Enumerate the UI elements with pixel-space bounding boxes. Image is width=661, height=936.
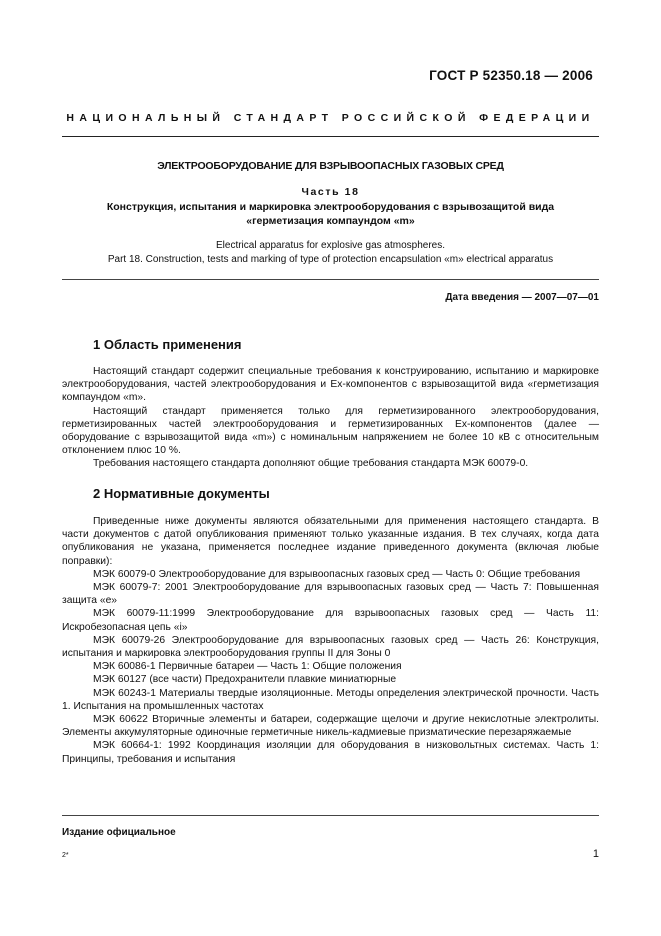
english-title-line: Part 18. Construction, tests and marking of type of protection encapsulation «m» electrical apparatus xyxy=(107,254,554,265)
english-title xyxy=(62,239,599,267)
paragraph: Требования настоящего стандарта дополняют общие требования стандарта МЭК 60079-0. xyxy=(93,458,529,470)
top-divider xyxy=(62,136,599,137)
section-1-body xyxy=(62,365,599,471)
reference-item: МЭК 60086-1 Первичные батареи — Часть 1: Общие положения xyxy=(93,661,402,673)
reference-item: МЭК 60079-11:1999 Электрооборудование для взрывоопасных газовых сред — Часть 11: Искробезопасная цепь «i» xyxy=(62,608,599,633)
reference-item: МЭК 60127 (все части) Предохранители плавкие миниатюрные xyxy=(93,674,397,686)
standard-title: ЭЛЕКТРООБОРУДОВАНИЕ ДЛЯ ВЗРЫВООПАСНЫХ ГАЗОВЫХ СРЕД xyxy=(157,160,504,172)
section-2-heading: 2 Нормативные документы xyxy=(93,486,270,501)
reference-item: МЭК 60079-26 Электрооборудование для взрывоопасных газовых сред — Часть 26: Конструкция, испытания и маркировка электрооборудования группы II для Зоны 0 xyxy=(62,634,599,660)
title-divider xyxy=(62,279,599,280)
official-edition-label: Издание официальное xyxy=(62,827,176,838)
part-title xyxy=(62,200,599,228)
part-title-line: Конструкция, испытания и маркировка электрооборудования с взрывозащитой вида xyxy=(106,201,555,213)
english-title-line: Electrical apparatus for explosive gas atmospheres. xyxy=(215,240,445,251)
reference-item: МЭК 60664-1: 1992 Координация изоляции для оборудования в низковольтных системах. Часть 1: Принципы, требования и испытания xyxy=(62,740,599,765)
sheet-mark: 2* xyxy=(62,852,69,859)
footer-divider xyxy=(62,815,599,816)
reference-item: МЭК 60243-1 Материалы твердые изоляционные. Методы определения электрической прочности. Часть 1. Испытания на промышленных частотах xyxy=(62,687,599,712)
part-title-line: «герметизация компаундом «m» xyxy=(246,215,415,227)
introduction-date: Дата введения — 2007—07—01 xyxy=(445,292,599,303)
section-1-heading: 1 Область применения xyxy=(93,337,242,352)
reference-item: МЭК 60079-7: 2001 Электрооборудование для взрывоопасных газовых сред — Часть 7: Повышенная защита «е» xyxy=(62,582,599,607)
reference-item: МЭК 60622 Вторичные элементы и батареи, содержащие щелочи и другие некислотные электролиты. Элементы аккумуляторные одиночные герметичные никель-кадмиевые призматические перезаряжаемые xyxy=(62,714,599,739)
paragraph: Настоящий стандарт содержит специальные требования к конструированию, испытанию и маркировке электрооборудования, частей электрооборудования и Ex-компонентов с взрывозащитой вида «герметизация компаундом «m». xyxy=(62,366,599,404)
paragraph: Настоящий стандарт применяется только для герметизированного электрооборудования, герметизированных частей электрооборудования и герметизированных Ex-компонентов (далее — оборудование с взрывозащитой вида «m») с номинальным напряжением не более 10 кВ с относительным отклонением плюс 10 %. xyxy=(62,405,599,457)
document-code: ГОСТ Р 52350.18 — 2006 xyxy=(429,68,593,83)
page-number: 1 xyxy=(592,848,599,860)
part-label: Часть 18 xyxy=(301,186,360,198)
paragraph: Приведенные ниже документы являются обязательными для применения настоящего стандарта. В части документов с датой опубликования применяют только указанные издания. В тех случаях, когда дата опубликования не указана, применяется последнее издание приведенного документа (включая любые поправки): xyxy=(62,516,599,567)
national-standard-banner: НАЦИОНАЛЬНЫЙ СТАНДАРТ РОССИЙСКОЙ ФЕДЕРАЦИИ xyxy=(66,112,595,124)
reference-item: МЭК 60079-0 Электрооборудование для взрывоопасных газовых сред — Часть 0: Общие требования xyxy=(93,568,581,580)
section-2-body xyxy=(62,515,599,766)
